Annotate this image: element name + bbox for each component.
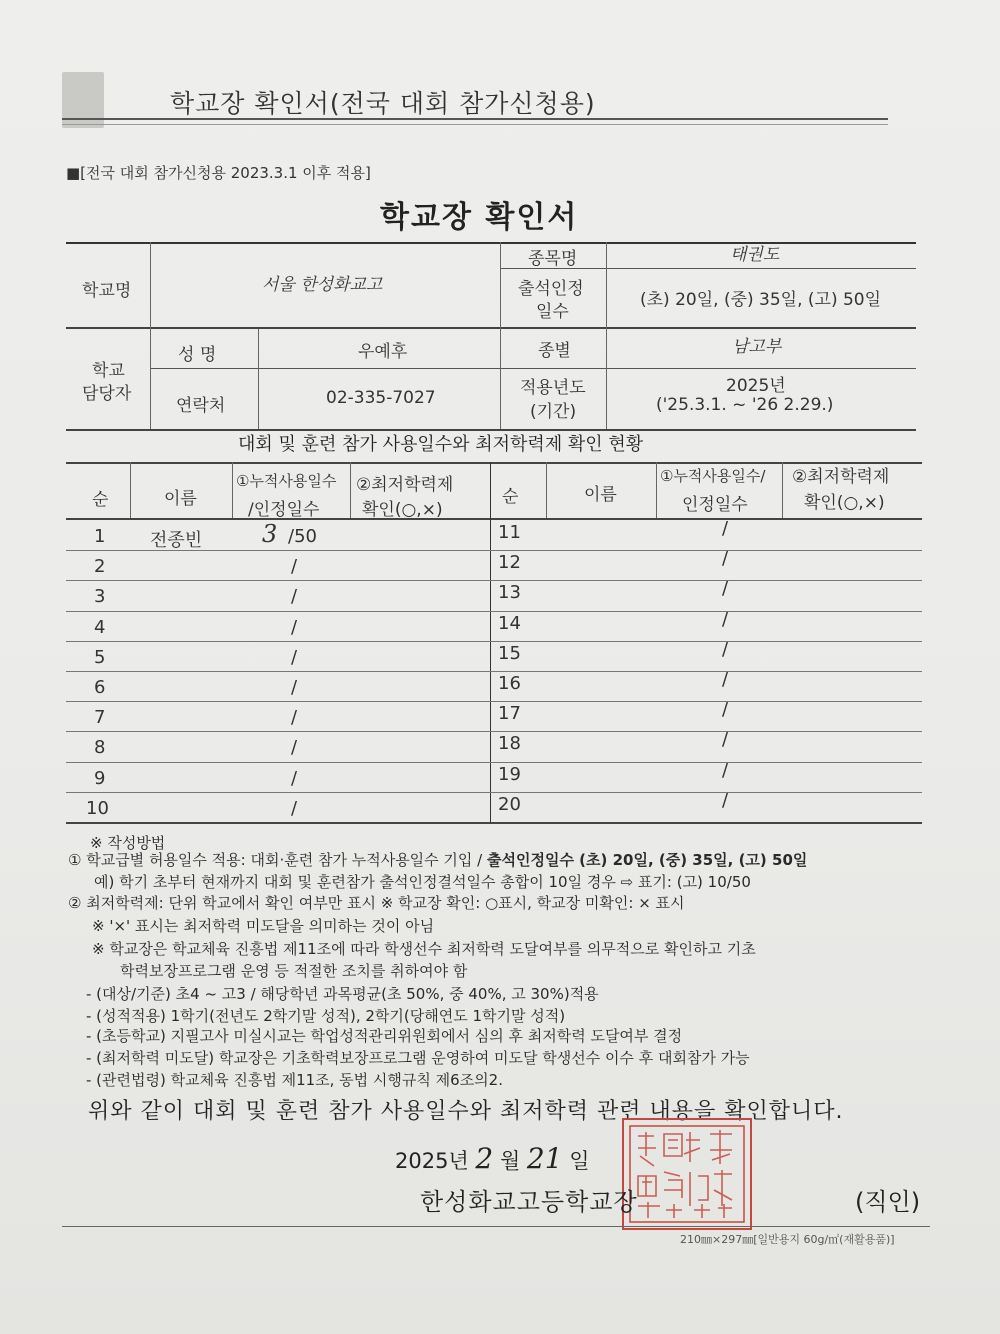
date-month-unit: 월: [499, 1149, 521, 1173]
row-days-left: /50: [288, 526, 317, 547]
row-days-right: /: [722, 760, 729, 781]
row-divider: [66, 641, 922, 642]
row-days-right: /: [722, 609, 729, 630]
row-number-left: 7: [94, 707, 106, 728]
year-label-1: 적용년도: [520, 378, 586, 398]
col-days-left-1: ①누적사용일수: [236, 472, 337, 490]
row-days-right: /: [722, 639, 729, 660]
row-divider: [66, 701, 922, 702]
header-rule-secondary: [62, 124, 888, 125]
principal-school-name: 한성화교고등학교장: [420, 1188, 638, 1216]
instruction-line-5: ※ 학교장은 학교체육 진흥법 제11조에 따라 학생선수 최저학력 도달여부를 의무적으로 확인하고 기초: [92, 940, 756, 958]
period-value: ('25.3.1. ~ '26 2.29.): [656, 395, 834, 415]
row-days-left: /: [291, 707, 298, 728]
official-seal-stamp: [622, 1118, 752, 1230]
year-value: 2025년: [726, 376, 786, 396]
manager-label-1: 학교: [92, 361, 125, 381]
row-days-left: /: [291, 677, 298, 698]
name-value: 우예후: [358, 342, 408, 362]
contact-value: 02-335-7027: [326, 388, 436, 408]
row-name-left: 전종빈: [150, 530, 203, 551]
row-used-days-left: 3: [262, 520, 278, 548]
row-number-right: 13: [498, 582, 521, 603]
date-month: 2: [475, 1142, 494, 1175]
row-number-right: 19: [498, 764, 521, 785]
row-number-right: 12: [498, 552, 521, 573]
row-number-left: 10: [86, 798, 109, 819]
col-name-right: 이름: [584, 485, 617, 505]
row-days-right: /: [722, 699, 729, 720]
year-label-2: (기간): [530, 402, 577, 422]
footer-rule: [62, 1226, 930, 1227]
row-days-left: /: [291, 768, 298, 789]
row-number-left: 9: [94, 768, 106, 789]
seal-note: (직인): [855, 1188, 921, 1216]
instruction-line-8: - (성적적용) 1학기(전년도 2학기말 성적), 2학기(당해연도 1학기말 성적): [86, 1007, 566, 1025]
row-divider: [66, 762, 922, 763]
section-title: 대회 및 훈련 참가 사용일수와 최저학력제 확인 현황: [238, 434, 644, 455]
row-number-right: 18: [498, 733, 521, 754]
name-label: 성 명: [178, 345, 217, 365]
row-days-right: /: [722, 669, 729, 690]
row-number-left: 5: [94, 647, 106, 668]
instruction-line-3: ② 최저학력제: 단위 학교에서 확인 여부만 표시 ※ 학교장 확인: ○표시, 학교장 미확인: × 표시: [68, 894, 685, 912]
row-number-right: 17: [498, 703, 521, 724]
col-check-left-1: ②최저학력제: [356, 475, 454, 495]
row-days-right: /: [722, 578, 729, 599]
row-number-left: 8: [94, 737, 106, 758]
date-day-unit: 일: [569, 1149, 590, 1173]
form-version-note: ■[전국 대회 참가신청용 2023.3.1 이후 적용]: [66, 164, 371, 182]
col-days-right-1: ①누적사용일수/: [660, 467, 766, 485]
row-divider: [66, 611, 922, 612]
row-days-left: /: [291, 647, 298, 668]
row-number-right: 20: [498, 794, 521, 815]
attendance-label-1: 출석인정: [518, 279, 584, 299]
manager-label-2: 담당자: [82, 384, 132, 404]
row-number-left: 4: [94, 617, 106, 638]
row-days-right: /: [722, 790, 729, 811]
paper-spec: 210㎜×297㎜[일반용지 60g/㎡(재활용품)]: [680, 1233, 895, 1246]
col-check-right-1: ②최저학력제: [792, 467, 890, 487]
row-number-right: 14: [498, 613, 521, 634]
date-day: 21: [526, 1142, 563, 1175]
attendance-label-2: 일수: [536, 302, 569, 322]
col-check-right-2: 확인(○,×): [804, 493, 885, 513]
col-no-right: 순: [502, 487, 519, 507]
row-number-left: 6: [94, 677, 106, 698]
instruction-line-11: - (관련법령) 학교체육 진흥법 제11조, 동법 시행규칙 제6조의2.: [86, 1071, 503, 1089]
instruction-line-4: ※ '×' 표시는 최저학력 미도달을 의미하는 것이 아님: [92, 917, 435, 935]
instruction-line-2: 예) 학기 초부터 현재까지 대회 및 훈련참가 출석인정결석일수 총합이 10일 경우 ⇨ 표기: (고) 10/50: [94, 873, 751, 891]
instruction-line-9: - (초등학교) 지필고사 미실시교는 학업성적관리위원회에서 심의 후 최저학력 도달여부 결정: [86, 1027, 683, 1045]
category-value: 남고부: [732, 337, 782, 357]
instruction-line-6: 학력보장프로그램 운영 등 적절한 조치를 취하여야 함: [120, 962, 468, 980]
event-value: 태권도: [730, 245, 780, 265]
attendance-value: (초) 20일, (중) 35일, (고) 50일: [640, 290, 882, 310]
instruction-line-1: [68, 849, 807, 870]
school-label: 학교명: [82, 281, 132, 301]
form-title: 학교장 확인서: [380, 200, 579, 235]
row-number-right: 15: [498, 643, 521, 664]
row-number-left: 1: [94, 526, 106, 547]
col-check-left-2: 확인(○,×): [362, 500, 443, 520]
instruction-line-7: - (대상/기준) 초4 ~ 고3 / 해당학년 과목평균(초 50%, 중 40%, 고 30%)적용: [86, 985, 599, 1003]
row-number-right: 16: [498, 673, 521, 694]
event-label: 종목명: [528, 249, 578, 269]
col-no-left: 순: [92, 490, 109, 510]
row-days-right: /: [722, 548, 729, 569]
row-divider: [66, 580, 922, 581]
row-days-left: /: [291, 737, 298, 758]
instruction-line-10: - (최저학력 미도달) 학교장은 기초학력보장프로그램 운영하여 미도달 학생선수 이수 후 대회참가 가능: [86, 1049, 750, 1067]
row-number-left: 3: [94, 586, 106, 607]
col-days-left-2: /인정일수: [248, 500, 320, 520]
school-value: 서울 한성화교고: [262, 275, 383, 295]
instruction-line-1b: 출석인정일수 (초) 20일, (중) 35일, (고) 50일: [487, 851, 808, 869]
row-number-left: 2: [94, 556, 106, 577]
instruction-line-1a: ① 학교급별 허용일수 적용: 대회·훈련 참가 누적사용일수 기입 /: [68, 851, 487, 869]
row-divider: [66, 671, 922, 672]
col-name-left: 이름: [164, 489, 197, 509]
row-divider: [66, 731, 922, 732]
row-days-left: /: [291, 798, 298, 819]
row-days-left: /: [291, 586, 298, 607]
contact-label: 연락처: [176, 396, 226, 416]
category-label: 종별: [538, 341, 571, 361]
row-days-right: /: [722, 729, 729, 750]
row-days-left: /: [291, 556, 298, 577]
col-days-right-2: 인정일수: [682, 495, 748, 515]
signature-date: [395, 1142, 590, 1175]
confirmation-statement: 위와 같이 대회 및 훈련 참가 사용일수와 최저학력 관련 내용을 확인합니다.: [88, 1099, 844, 1124]
page-header-title: 학교장 확인서(전국 대회 참가신청용): [170, 89, 596, 118]
instructions-heading: ※ 작성방법: [90, 834, 166, 852]
row-days-right: /: [722, 518, 729, 539]
row-number-right: 11: [498, 522, 521, 543]
row-days-left: /: [291, 617, 298, 638]
row-divider: [66, 792, 922, 793]
header-rule: [62, 118, 888, 120]
date-year: 2025년: [395, 1149, 469, 1173]
